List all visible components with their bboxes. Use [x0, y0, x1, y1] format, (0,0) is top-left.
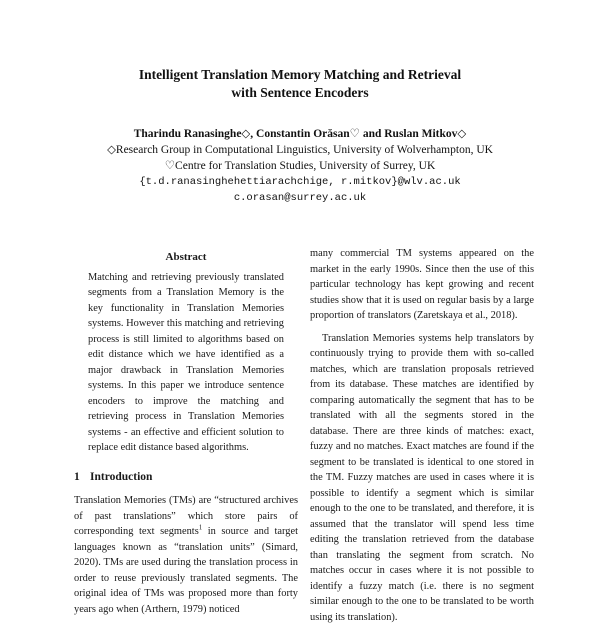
section-number: 1 [74, 470, 80, 483]
introduction-paragraph [74, 493, 298, 617]
intro-text-part-1: Translation Memories (TMs) are “structured archives of past translations” which store pairs of corresponding text segments [74, 495, 298, 537]
email-line-1: {t.d.ranasinghehettiarachchige, r.mitkov}@wlv.ac.uk [139, 176, 461, 188]
title-line-1: Intelligent Translation Memory Matching and Retrieval [138, 67, 462, 82]
affiliation-surrey: ♡Centre for Translation Studies, University of Surrey, UK [164, 160, 436, 172]
right-paragraph-2: Translation Memories systems help translators by continuously trying to provide them with so-called matches, which are translation proposals retrieved from its database. These matches are identified by comparing automatically the segment that has to be translated with all the segments stored in the database. There are three kinds of matches: exact, fuzzy and no matches. Exact matches are found if the segment to be translated is identical to one stored in the TM. Fuzzy matches are used in cases where it is possible to identify a segment which is similar enough to the one to be translated, and therefore, it is assumed that the translator will spend less time editing the translation retrieved from the database than translating the segment from scratch. No matches occur in cases where it is not possible to identify a fuzzy match (i.e. there is no segment similar enough to the one to be translated to be worth using its translation). [310, 332, 534, 623]
footnote-marker: 1 [198, 523, 203, 532]
intro-text-part-2: in source and target languages known as “translation units” (Simard, 2020). TMs are used during the translation process in order to reuse previously translated segments. The original idea of TMs was proposed more than forty years ago when (Arthern, 1979) noticed [74, 526, 299, 615]
author-block [40, 126, 560, 206]
email-line-2: c.orasan@surrey.ac.uk [233, 192, 367, 204]
introduction-heading [74, 470, 298, 486]
right-column [310, 246, 534, 632]
section-title: Introduction [90, 470, 153, 483]
left-column [74, 250, 298, 624]
abstract-heading: Abstract [165, 251, 207, 263]
affiliation-wolverhampton: ◇Research Group in Computational Linguistics, University of Wolverhampton, UK [107, 144, 493, 156]
abstract-body: Matching and retrieving previously translated segments from a Translation Memory is the key functionality in Translation Memories systems. However this matching and retrieving process is still limited to algorithms based on edit distance which we have identified as a major drawback in Translation Memories systems. In this paper we introduce sentence encoders to improve the matching and retrieving process in Translation Memories systems - an effective and efficient solution to replace edit distance based algorithms. [88, 271, 284, 453]
author-names: Tharindu Ranasinghe◇, Constantin Orăsan♡ and Ruslan Mitkov◇ [133, 128, 467, 140]
right-paragraph-1: many commercial TM systems appeared on the market in the early 1990s. Since then the use of this particular technology has kept growing and recent studies show that it is used on regular basis by a large proportion of translators (Zaretskaya et al., 2018). [310, 248, 534, 321]
paper-title [60, 66, 540, 102]
title-line-2: with Sentence Encoders [231, 85, 369, 100]
